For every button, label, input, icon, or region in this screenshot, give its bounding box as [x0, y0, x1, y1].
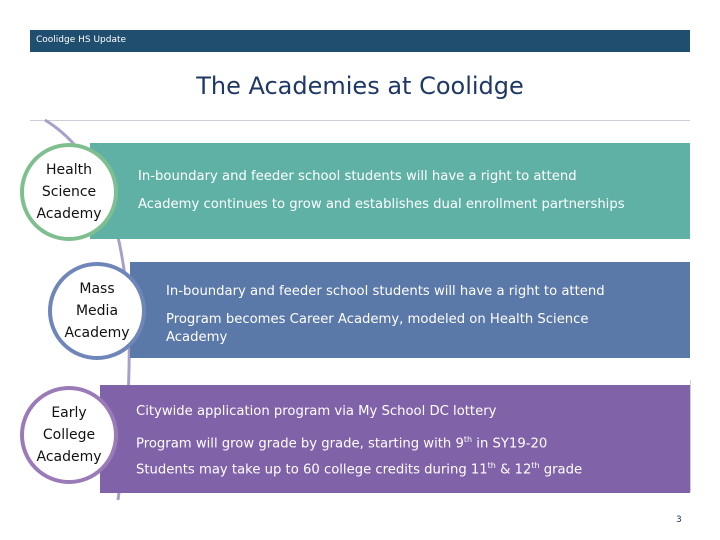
media-line-2: Program becomes Career Academy, modeled on Health Science: [166, 312, 589, 327]
band-health-science: [90, 143, 690, 239]
early-line-2: Program will grow grade by grade, starting with 9th in SY19-20: [136, 435, 548, 452]
academy-name-early-college: Early College Academy: [36, 405, 102, 465]
academy-circle-early-college: [20, 386, 118, 484]
academy-circle-health-science: [20, 143, 118, 241]
early-line-3: Students may take up to 60 college credits during 11th & 12th grade: [136, 461, 583, 478]
academy-circle-mass-media: [48, 262, 146, 360]
health-line-2: Academy continues to grow and establishes dual enrollment partnerships: [138, 197, 625, 212]
header-text: Coolidge HS Update: [36, 35, 127, 45]
academy-name-health-science: Health Science Academy: [36, 162, 102, 222]
media-line-3: Academy: [166, 330, 228, 345]
media-line-1: In-boundary and feeder school students will have a right to attend: [166, 284, 605, 299]
side-divider: [690, 380, 691, 492]
early-line-1: Citywide application program via My School DC lottery: [136, 404, 497, 419]
page-number: 3: [676, 515, 682, 525]
health-line-1: In-boundary and feeder school students will have a right to attend: [138, 169, 577, 184]
page-title: The Academies at Coolidge: [196, 72, 524, 100]
academy-name-mass-media: Mass Media Academy: [64, 281, 130, 341]
